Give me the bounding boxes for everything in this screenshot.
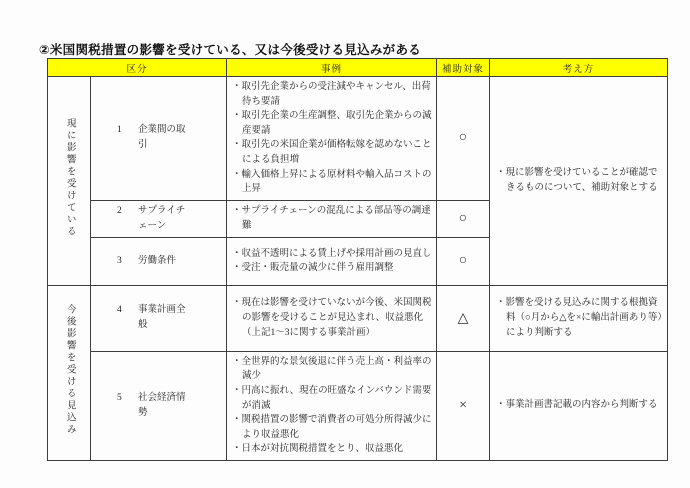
header-subsidy-target: 補助対象 [437,59,490,77]
category-cell-5 [91,351,227,460]
category-label: 企業間の取引 [138,125,186,151]
header-category: 区分 [48,59,227,77]
examples-cell-2 [227,200,437,237]
example-item: ・輸入価格上昇による原材料や輸入品コストの上昇 [232,169,432,195]
category-label: 事業計画全般 [138,305,186,331]
approach-cell-5 [490,351,668,460]
table-row [48,351,668,460]
subsidy-symbol-cross: × [437,351,490,460]
example-item: ・取引先企業からの受注減やキャンセル、出荷待ち要請 [232,82,431,107]
group-label-future-impact [48,285,91,460]
example-item: ・受注・販売量の減少に伴う雇用調整 [232,263,394,274]
approach-text: ・事業計画書記載の内容から判断する [496,400,658,411]
approach-text: ・影響を受ける見込みに関する根拠資料（○月から△を×に輸出計画あり等）により判断する [496,298,663,338]
category-cell-4 [91,285,227,351]
header-examples: 事例 [227,59,437,77]
example-item: ・収益不透明による賃上げや採用計画の見直し [232,248,432,259]
examples-cell-3 [227,237,437,285]
example-item: ・日本が対抗関税措置をとり、収益悪化 [232,444,404,455]
example-item: ・円高に振れ、現在の旺盛なインバウンド需要が消滅 [232,385,432,411]
example-item: ・現在は影響を受けていないが今後、米国関税の影響を受けることが見込まれ、収益悪化 [232,298,432,323]
examples-cell-4 [227,285,437,351]
row-number: 4 [117,305,122,316]
approach-cell-group1 [490,77,668,286]
category-cell-3 [91,237,227,285]
category-cell-1 [91,77,227,201]
examples-cell-1 [227,77,437,201]
row-number: 1 [117,125,122,136]
page-title: ②米国関税措置の影響を受けている、又は今後受ける見込みがある [39,43,422,57]
approach-text: ・現に影響を受けていることが確認できるものについて、補助対象とする [496,168,658,193]
header-row [48,59,668,77]
row-number: 3 [117,255,122,266]
example-item: （上記1～3に関する事業計画） [242,327,376,338]
subsidy-symbol-triangle: △ [437,285,490,351]
example-item: ・全世界的な景気後退に伴う売上高・利益率の減少 [232,356,432,382]
table-row [48,285,668,351]
group-label-current-impact [48,77,91,286]
category-label: サプライチェーン [138,205,186,231]
category-label: 社会経済情勢 [138,392,186,418]
example-item: ・取引先企業の生産調整、取引先企業からの減産要請 [232,111,432,136]
category-cell-2 [91,200,227,237]
group-label-text: 今後影響を受ける見込み [64,304,75,437]
subsidy-symbol-circle: ○ [437,200,490,237]
header-approach: 考え方 [490,59,668,77]
subsidy-symbol-circle: ○ [437,237,490,285]
examples-cell-5 [227,351,437,460]
subsidy-symbol-circle: ○ [437,77,490,201]
row-number: 2 [117,205,122,216]
category-label: 労働条件 [138,255,177,266]
group-label-text: 現に影響を受けている [64,118,75,239]
example-item: ・関税措置の影響で消費者の可処分所得減少により収益悪化 [232,415,432,440]
table-row [48,77,668,201]
example-item: ・取引先の米国企業が価格転嫁を認めないことによる負担増 [232,140,432,165]
approach-cell-4 [490,285,668,351]
example-item: ・サプライチェーンの混乱による部品等の調達難 [232,206,431,231]
row-number: 5 [117,392,122,403]
tariff-impact-table [47,58,668,461]
